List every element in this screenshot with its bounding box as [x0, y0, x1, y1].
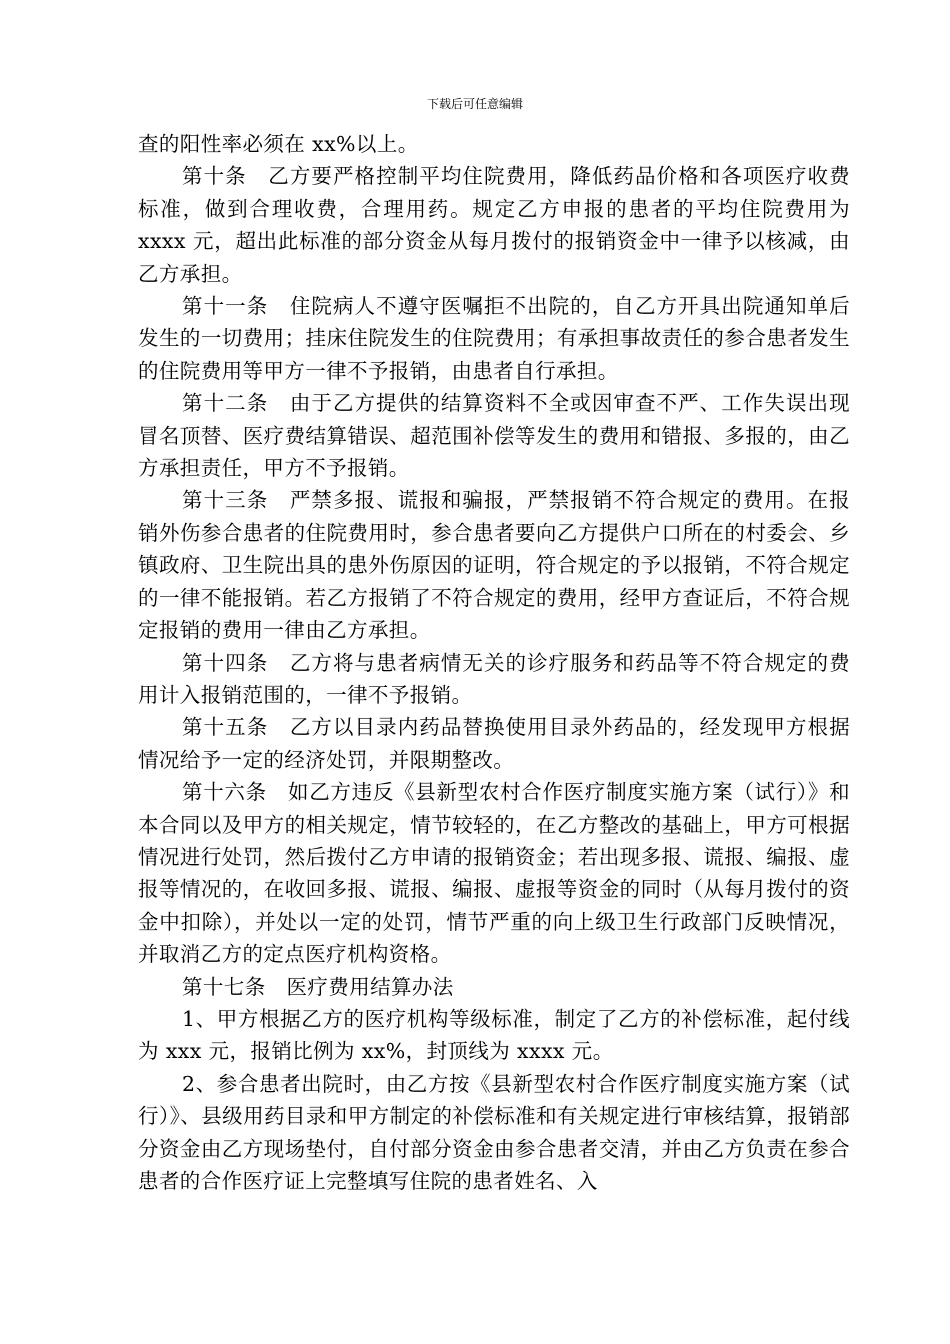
paragraph-article-15: 第十五条 乙方以目录内药品替换使用目录外药品的，经发现甲方根据情况给予一定的经济处罚，并限期整改。 — [138, 715, 850, 772]
paragraph-item-1: 1、甲方根据乙方的医疗机构等级标准，制定了乙方的补偿标准，起付线为 xxx 元，报销比例为 xx%，封顶线为 xxxx 元。 — [138, 1006, 850, 1064]
paragraph-article-10: 第十条 乙方要严格控制平均住院费用，降低药品价格和各项医疗收费标准，做到合理收费，合理用药。规定乙方申报的患者的平均住院费用为 xxxx 元，超出此标准的部分资金从每月拨付的报销资金中一律予以核减，由乙方承担。 — [138, 164, 850, 286]
paragraph-article-14: 第十四条 乙方将与患者病情无关的诊疗服务和药品等不符合规定的费用计入报销范围的，一律不予报销。 — [138, 650, 850, 707]
paragraph-continuation: 查的阳性率必须在 xx%以上。 — [138, 132, 419, 156]
document-body — [138, 128, 850, 1197]
paragraph-article-17-heading: 第十七条 医疗费用结算办法 — [182, 974, 454, 999]
paragraph-item-2: 2、参合患者出院时，由乙方按《县新型农村合作医疗制度实施方案（试行）》、县级用药目录和甲方制定的补偿标准和有关规定进行审核结算，报销部分资金由乙方现场垫付，自付部分资金由参合患者交清，并由乙方负责在参合患者的合作医疗证上完整填写住院的患者姓名、入 — [138, 1071, 850, 1193]
paragraph-article-11: 第十一条 住院病人不遵守医嘱拒不出院的，自乙方开具出院通知单后发生的一切费用；挂床住院发生的住院费用；有承担事故责任的参合患者发生的住院费用等甲方一律不予报销，由患者自行承担。 — [138, 294, 850, 383]
paragraph-article-16: 第十六条 如乙方违反《县新型农村合作医疗制度实施方案（试行）》和本合同以及甲方的相关规定，情节较轻的，在乙方整改的基础上，甲方可根据情况进行处罚，然后拨付乙方申请的报销资金；若出现多报、谎报、编报、虚报等情况的，在收回多报、谎报、编报、虚报等资金的同时（从每月拨付的资金中扣除），并处以一定的处罚，情节严重的向上级卫生行政部门反映情况，并取消乙方的定点医疗机构资格。 — [138, 780, 850, 967]
paragraph-article-13: 第十三条 严禁多报、谎报和骗报，严禁报销不符合规定的费用。在报销外伤参合患者的住院费用时，参合患者要向乙方提供户口所在的村委会、乡镇政府、卫生院出具的患外伤原因的证明，符合规定的予以报销，不符合规定的一律不能报销。若乙方报销了不符合规定的费用，经甲方查证后，不符合规定报销的费用一律由乙方承担。 — [138, 488, 850, 643]
paragraph-article-12: 第十二条 由于乙方提供的结算资料不全或因审查不严、工作失误出现冒名顶替、医疗费结算错误、超范围补偿等发生的费用和错报、多报的，由乙方承担责任，甲方不予报销。 — [138, 391, 850, 481]
page-header: 下载后可任意编辑 — [426, 97, 523, 111]
